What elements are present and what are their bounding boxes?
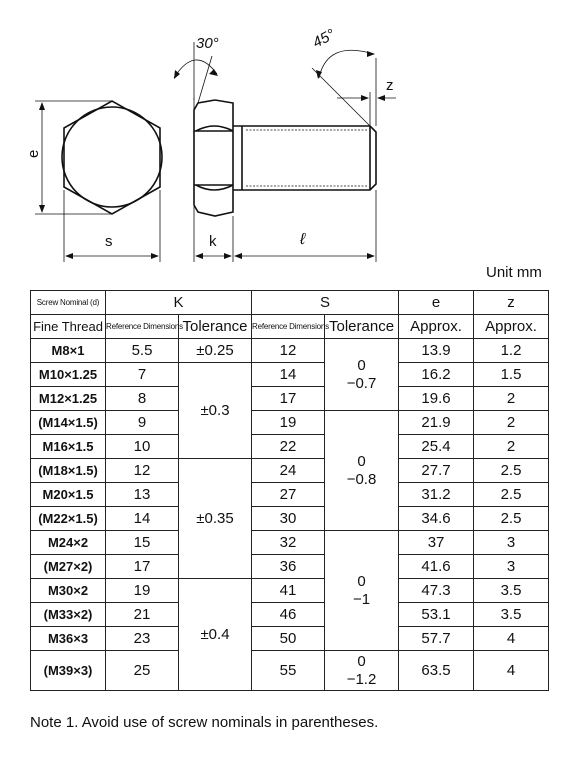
cell-k-tolerance: ±0.3 — [179, 363, 252, 459]
cell-nominal: M16×1.5 — [31, 435, 106, 459]
table-row — [31, 579, 549, 603]
angle-45-label: 45° — [309, 25, 338, 52]
cell-k: 12 — [106, 459, 179, 483]
dim-label-l: ℓ — [300, 231, 306, 248]
table-row — [31, 363, 549, 387]
cell-s: 50 — [252, 627, 325, 651]
cell-s-tolerance: 0 −0.8 — [325, 411, 399, 531]
bolt-head-side — [194, 100, 233, 216]
dimension-table — [30, 290, 549, 691]
cell-z: 3.5 — [474, 603, 549, 627]
cell-nominal: M8×1 — [31, 339, 106, 363]
footnote: Note 1. Avoid use of screw nominals in parentheses. — [30, 714, 379, 731]
table-row — [31, 459, 549, 483]
cell-s: 17 — [252, 387, 325, 411]
cell-s: 22 — [252, 435, 325, 459]
cell-e: 16.2 — [399, 363, 474, 387]
bolt-shank — [233, 126, 376, 190]
table-row — [31, 483, 549, 507]
header-s: S — [252, 291, 399, 315]
table-row — [31, 555, 549, 579]
header-e: e — [399, 291, 474, 315]
dim-label-z: z — [386, 77, 394, 94]
cell-nominal: M20×1.5 — [31, 483, 106, 507]
cell-e: 31.2 — [399, 483, 474, 507]
cell-k: 17 — [106, 555, 179, 579]
table-row — [31, 339, 549, 363]
cell-z: 3.5 — [474, 579, 549, 603]
table-row — [31, 435, 549, 459]
cell-e: 63.5 — [399, 651, 474, 691]
table-header-row-2 — [31, 315, 549, 339]
cell-s: 19 — [252, 411, 325, 435]
cell-k: 8 — [106, 387, 179, 411]
cell-z: 2 — [474, 411, 549, 435]
cell-e: 27.7 — [399, 459, 474, 483]
header-k-tolerance: Tolerance — [179, 315, 252, 339]
cell-k: 10 — [106, 435, 179, 459]
unit-label: Unit mm — [486, 264, 542, 281]
cell-k: 25 — [106, 651, 179, 691]
cell-k: 15 — [106, 531, 179, 555]
cell-nominal: (M22×1.5) — [31, 507, 106, 531]
table-row — [31, 507, 549, 531]
header-s-tolerance: Tolerance — [325, 315, 399, 339]
cell-e: 47.3 — [399, 579, 474, 603]
cell-s: 24 — [252, 459, 325, 483]
cell-k: 14 — [106, 507, 179, 531]
cell-nominal: M30×2 — [31, 579, 106, 603]
table-row — [31, 531, 549, 555]
cell-e: 57.7 — [399, 627, 474, 651]
header-k-reference: Reference Dimensions — [106, 315, 179, 339]
cell-nominal: (M33×2) — [31, 603, 106, 627]
table-row — [31, 627, 549, 651]
cell-e: 25.4 — [399, 435, 474, 459]
header-z: z — [474, 291, 549, 315]
cell-k: 5.5 — [106, 339, 179, 363]
dim-label-s: s — [105, 233, 113, 250]
bolt-dimension-drawing — [0, 0, 579, 270]
cell-k-tolerance: ±0.4 — [179, 579, 252, 691]
cell-s: 14 — [252, 363, 325, 387]
cell-s-tolerance: 0 −1 — [325, 531, 399, 651]
cell-nominal: M10×1.25 — [31, 363, 106, 387]
header-fine-thread: Fine Thread — [31, 315, 106, 339]
header-s-reference: Reference Dimensions — [252, 315, 325, 339]
cell-e: 37 — [399, 531, 474, 555]
header-z-approx: Approx. — [474, 315, 549, 339]
cell-nominal: M36×3 — [31, 627, 106, 651]
cell-k-tolerance: ±0.35 — [179, 459, 252, 579]
hex-chamfer-circle — [62, 107, 162, 207]
table-row — [31, 411, 549, 435]
cell-z: 2 — [474, 387, 549, 411]
cell-z: 1.2 — [474, 339, 549, 363]
cell-k: 9 — [106, 411, 179, 435]
dim-label-e: e — [25, 149, 42, 158]
cell-e: 53.1 — [399, 603, 474, 627]
cell-s: 30 — [252, 507, 325, 531]
cell-e: 13.9 — [399, 339, 474, 363]
cell-nominal: M24×2 — [31, 531, 106, 555]
header-screw-nominal: Screw Nominal (d) — [31, 291, 106, 315]
cell-s: 41 — [252, 579, 325, 603]
cell-s: 12 — [252, 339, 325, 363]
cell-s: 36 — [252, 555, 325, 579]
cell-nominal: (M14×1.5) — [31, 411, 106, 435]
cell-z: 3 — [474, 531, 549, 555]
cell-e: 19.6 — [399, 387, 474, 411]
cell-nominal: (M39×3) — [31, 651, 106, 691]
cell-z: 2.5 — [474, 507, 549, 531]
cell-k: 19 — [106, 579, 179, 603]
cell-e: 34.6 — [399, 507, 474, 531]
header-e-approx: Approx. — [399, 315, 474, 339]
cell-k: 13 — [106, 483, 179, 507]
cell-s-tolerance: 0 −0.7 — [325, 339, 399, 411]
angle-30-label: 30° — [196, 35, 219, 52]
cell-k-tolerance: ±0.25 — [179, 339, 252, 363]
cell-s-tolerance: 0 −1.2 — [325, 651, 399, 691]
cell-z: 3 — [474, 555, 549, 579]
cell-s: 32 — [252, 531, 325, 555]
cell-s: 55 — [252, 651, 325, 691]
cell-e: 41.6 — [399, 555, 474, 579]
cell-nominal: M12×1.25 — [31, 387, 106, 411]
cell-z: 1.5 — [474, 363, 549, 387]
cell-z: 4 — [474, 651, 549, 691]
table-header-row-1 — [31, 291, 549, 315]
header-k: K — [106, 291, 252, 315]
cell-e: 21.9 — [399, 411, 474, 435]
cell-k: 23 — [106, 627, 179, 651]
cell-z: 2.5 — [474, 459, 549, 483]
cell-nominal: (M18×1.5) — [31, 459, 106, 483]
table-row — [31, 651, 549, 691]
cell-nominal: (M27×2) — [31, 555, 106, 579]
dim-label-k: k — [209, 233, 217, 250]
cell-s: 46 — [252, 603, 325, 627]
cell-s: 27 — [252, 483, 325, 507]
table-row — [31, 603, 549, 627]
hex-head-outline — [64, 101, 160, 214]
cell-k: 7 — [106, 363, 179, 387]
cell-k: 21 — [106, 603, 179, 627]
cell-z: 4 — [474, 627, 549, 651]
cell-z: 2 — [474, 435, 549, 459]
cell-z: 2.5 — [474, 483, 549, 507]
table-row — [31, 387, 549, 411]
